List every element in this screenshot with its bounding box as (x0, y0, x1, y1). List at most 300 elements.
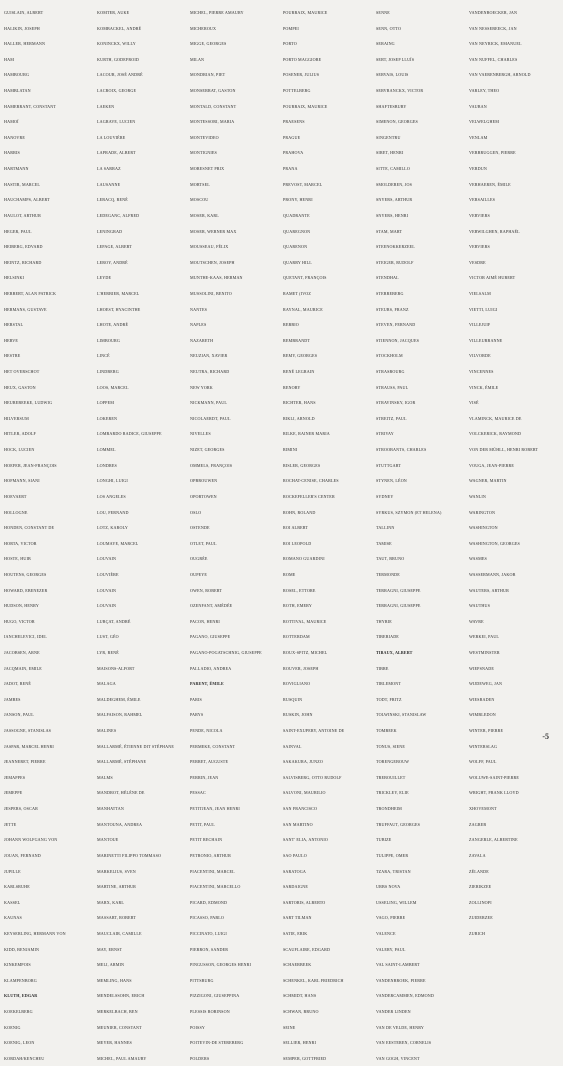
index-entry: MONTEVIDEO (190, 134, 219, 140)
index-entry: TIBERIADE (376, 634, 399, 640)
index-entry: VAUBAN (469, 103, 487, 109)
index-entry: ZAVALA (469, 852, 486, 858)
index-entry: LEBACQ, RENÉ (97, 197, 128, 203)
index-entry: VERHAEREN, ÉMILE (469, 181, 511, 187)
index-entry: VINCENNES (469, 369, 494, 375)
index-entry: VAN GOGH, VINCENT (376, 1055, 420, 1061)
index-entry: HAMBOURG (4, 72, 30, 78)
index-entry: LAPRADE, ALBERT (97, 150, 136, 156)
index-entry: HEINTZ, RICHARD (4, 259, 42, 265)
index-entry: VANDER LINDEN (376, 1009, 411, 1014)
index-entry: KASSEL (4, 899, 21, 905)
index-entry: VERSAILLES (469, 197, 496, 203)
index-entry: PRONY, HENRI (283, 197, 313, 203)
index-entry: VILLEJUIF (469, 322, 491, 328)
index-entry: KINKEMPOIS (4, 962, 31, 968)
index-entry: POSENER, JULIUS (283, 72, 320, 78)
index-entry: MARINETTI FILIPPO TOMMASO (97, 852, 162, 858)
index-entry: HERBERT, ALAN PATRICK (4, 290, 57, 296)
index-entry: ROMANO GUARDINI (283, 556, 325, 562)
index-entry: WAUTERS, ARTHUR (469, 587, 509, 593)
index-entry: LHOEST, HYACINTHE (97, 306, 141, 312)
index-entry: TERRAGNI, GIUSEPPE (376, 587, 421, 593)
index-entry: PLESSIS ROBINSON (190, 1009, 230, 1014)
index-entry: SERVRANCKX, VICTOR (376, 88, 424, 94)
index-entry: TRICKLEY, ELIE (376, 790, 409, 796)
index-entry: MERKELBACH, BEN (97, 1009, 138, 1014)
index-entry: KLAMPENBORG (4, 977, 37, 983)
index-entry: L'HERBIER, MARCEL (97, 290, 140, 296)
index-entry: HET OVERSCHOT (4, 369, 40, 375)
index-grid (4, 5, 560, 1066)
index-entry: MOSER, WERNER MAX (190, 228, 237, 234)
index-entry: TAMISE (376, 540, 392, 546)
index-entry: PRAESENS (283, 119, 305, 125)
index-entry: TOMBEEK (376, 728, 397, 734)
index-entry: LOU, FERNAND (97, 509, 129, 515)
index-entry: MALLARMÉ, STÉPHANE (97, 759, 147, 765)
index-entry: PAGANO, GIUSEPPE (190, 634, 231, 640)
index-entry: OZENFANT, AMÉDÉE (190, 603, 233, 609)
index-entry: PARENT, ÉMILE (190, 681, 224, 687)
index-entry: RENÉ LEGRAIN (283, 369, 315, 375)
index-entry: JAMBES (4, 696, 21, 702)
index-entry: XHOVEMONT (469, 806, 497, 812)
index-entry: VAN NESSEBEECK, JAN (469, 25, 517, 31)
index-entry: VAGO, PIERRE (376, 915, 406, 921)
index-entry: SMOLDEREN, JOS (376, 181, 412, 187)
index-entry: PICASSO, PABLO (190, 915, 225, 921)
index-entry: WANLIN (469, 493, 487, 499)
index-entry: HARRIS (4, 150, 20, 156)
index-entry: VERDUN (469, 166, 487, 172)
index-entry: POITEVIN-DE STEREBERG (190, 1040, 244, 1046)
index-entry: LAEKEN (97, 103, 115, 109)
index-entry: VIETTI, LUIGI (469, 306, 498, 312)
index-entry: OMMELS, FRANÇOIS (190, 462, 233, 468)
index-column-3 (190, 5, 281, 1066)
index-entry: NIVELLES (190, 431, 211, 437)
index-entry: QUARENON (283, 244, 308, 250)
index-entry: MOUSSEAU, FÉLIX (190, 244, 229, 250)
index-entry: REMBRANDT (283, 337, 311, 343)
index-entry: HANOVRE (4, 134, 26, 140)
index-entry: SINGENTRU (376, 134, 401, 140)
index-entry: PARYS (190, 712, 204, 718)
index-entry: ROUX-SPITZ, MICHEL (283, 649, 328, 655)
index-entry: RUSKIN, JOHN (283, 712, 313, 718)
index-entry: MORESNET PRIX (190, 166, 225, 172)
index-entry: SALVISBERG, OTTO RUDOLF (283, 774, 342, 780)
index-entry: SYDNEY (376, 493, 394, 499)
index-entry: PACON, HENRI (190, 618, 220, 624)
index-entry: ROCHAT-CENISE, CHARLES (283, 478, 339, 484)
index-entry: SAN FRANCISCO (283, 806, 318, 812)
index-entry: THYRIE (376, 618, 392, 624)
index-entry: JOHANN WOLFGANG VON (4, 837, 58, 843)
index-entry: VESDRE (469, 259, 486, 265)
index-entry: HITLER, ADOLF (4, 431, 36, 437)
index-entry: MALINES (97, 728, 117, 734)
index-entry: LACOUR, JOSÉ ANDRÉ (97, 72, 143, 78)
index-entry: JASPAR, MARCEL HENRI (4, 743, 54, 749)
index-entry: JANSON, PAUL (4, 712, 34, 718)
index-entry: HONDEN, CONSTANT DE (4, 525, 55, 531)
index-entry: LAUSANNE (97, 181, 121, 187)
index-entry: RUSQUIN (283, 696, 303, 702)
index-entry: JASSOGNE, STANISLAS (4, 728, 52, 734)
index-entry: MONTALD, CONSTANT (190, 103, 237, 109)
index-entry: SERT, JOSEP LLUÍS (376, 56, 415, 62)
index-entry: QUAREGNON (283, 228, 311, 234)
index-entry: MIGGE, GEORGES (190, 41, 227, 47)
index-entry: LOUVAIN (97, 603, 117, 609)
index-entry: PRANA (283, 166, 298, 172)
index-entry: LAGRAVE, LUCIEN (97, 119, 136, 125)
index-entry: HASTIR, MARCEL (4, 181, 40, 187)
index-entry: LIMBOURG (97, 337, 121, 343)
index-entry: TAUT, BRUNO (376, 556, 405, 562)
index-entry: ROME (283, 571, 296, 577)
index-entry: PREVOST, MARCEL (283, 181, 323, 187)
index-entry: REBBIO (283, 322, 299, 328)
index-entry: MICHEROUX (190, 25, 217, 31)
index-entry: STRAVINSKY, IGOR (376, 400, 416, 406)
index-entry: USSELING, WILLEM (376, 899, 417, 905)
index-entry: RENORY (283, 384, 301, 390)
index-entry: SNYERS, ARTHUR (376, 197, 413, 203)
index-entry: SAO PAULO (283, 852, 307, 858)
index-entry: LONGHI, LUIGI (97, 478, 128, 484)
index-entry: LHOTE, ANDRÉ (97, 322, 129, 328)
index-entry: SALVONI, MAURILIO (283, 790, 326, 796)
index-entry: TODT, FRITZ (376, 696, 402, 702)
index-entry: OTLET, PAUL (190, 540, 217, 546)
index-entry: ROTTIVAL, MAURICE (283, 618, 327, 624)
index-entry: PRAGUE (283, 134, 301, 140)
index-entry: WASHINGTON, GEORGES (469, 540, 520, 546)
index-entry: HERMANS, GUSTAVE (4, 306, 47, 312)
index-entry: LOS ANGELES (97, 493, 126, 499)
index-entry: HUDSON, HENRY (4, 603, 39, 609)
page-number: -5 (542, 732, 549, 741)
index-entry: VARLEY, THEO (469, 88, 500, 94)
index-entry: ZANGERLE, ALBERTINE (469, 837, 518, 843)
index-entry: VAN NEYRICK, EMANUEL (469, 41, 522, 47)
index-entry: JETTE (4, 821, 17, 827)
index-entry: PETITJEAN, JEAN HENRI (190, 806, 240, 812)
index-entry: LOUMAYE, MARCEL (97, 540, 139, 546)
index-entry: WIEPSNADE (469, 665, 495, 671)
index-entry: NICOLAERDT, PAUL (190, 415, 231, 421)
index-entry: MARKELIUS, SVEN (97, 868, 136, 874)
index-entry: VIELSALM (469, 290, 491, 296)
index-entry: RILKE, RAINER MARIA (283, 431, 330, 437)
index-entry: LOUVIÈRE (97, 571, 119, 577)
index-entry: SERAING (376, 41, 395, 47)
index-entry: LA SARRAZ (97, 166, 121, 172)
index-entry: VICTOR AIMÉ HUBERT (469, 275, 516, 281)
index-entry: ZOLLINOPI (469, 899, 492, 905)
index-entry: SARDAIGNE (283, 884, 309, 890)
index-entry: TONUS, SIENE (376, 743, 406, 749)
index-entry: WOLFF, PAUL (469, 759, 497, 765)
index-entry: OUGRÉE (190, 556, 208, 562)
index-entry: KURTH, GODEFROID (97, 56, 139, 62)
index-entry: MONTIGNIES (190, 150, 217, 156)
index-entry: MEYER, HANNES (97, 1040, 132, 1046)
index-entry: VERVIERS (469, 212, 490, 218)
index-entry: TZARA, TRISTAN (376, 868, 411, 874)
index-entry: SHAFTESBURY (376, 103, 407, 109)
index-entry: WINTER, PIERRE (469, 728, 504, 734)
index-entry: LINCÉ (97, 353, 110, 359)
index-entry: VANDENBOECKER, JAN (469, 10, 518, 15)
index-entry: MALAGA (97, 681, 116, 687)
index-entry: LOOS, MARCEL (97, 384, 129, 390)
index-column-4 (283, 5, 374, 1066)
index-entry: RIKLI, ARNOLD (283, 415, 315, 421)
index-entry: POLDERS (190, 1055, 210, 1061)
index-entry: HOWARD, EBENEZER (4, 587, 48, 593)
index-entry: OSLO (190, 509, 202, 515)
index-entry: PETRONIO, ARTHUR (190, 852, 232, 858)
index-entry: ROTH, EMERY (283, 603, 312, 609)
index-entry: MORTSEL (190, 181, 210, 187)
index-entry: SCHENKEL, KARL FRIEDRICH (283, 977, 344, 983)
index-entry: LOMMEL (97, 447, 116, 453)
index-entry: HAMERRANT, CONSTANT (4, 103, 57, 109)
index-entry: WARINGTON (469, 509, 496, 515)
index-entry: LEROY, ANDRÉ (97, 259, 128, 265)
index-entry: QUARRY HILL (283, 259, 312, 265)
index-entry: MENDELSSOHN, ERICH (97, 993, 145, 999)
index-entry: ZÉLANDE (469, 868, 489, 874)
index-entry: TOLWINSKI, STANISLAW (376, 712, 427, 718)
index-entry: SAN MARTINO (283, 821, 313, 827)
index-entry: KOENIG, LEON (4, 1040, 35, 1046)
index-entry: KIDD, BENJAMIN (4, 946, 40, 952)
index-column-5 (376, 5, 467, 1066)
index-entry: NAZARETH (190, 337, 214, 343)
index-entry: QUETANT, FRANÇOIS (283, 275, 327, 281)
index-entry: SIMENON, GEORGES (376, 119, 418, 125)
index-entry: PALLADIO, ANDREA (190, 665, 232, 671)
index-entry: HOLLOGNE (4, 509, 28, 515)
index-entry: WIESBADEN (469, 696, 495, 702)
index-entry: RISLER, GEORGES (283, 462, 321, 468)
index-entry: NEUTRA, RICHARD (190, 369, 230, 375)
index-entry: SERVAIS, LOUIS (376, 72, 409, 78)
index-entry: NIZET, GEORGES (190, 447, 225, 453)
index-entry: WOLUWE-SAINT-PIERRE (469, 774, 519, 780)
index-entry: MANTOUNA, ANDREA (97, 821, 143, 827)
index-entry: RIMINI (283, 447, 298, 453)
index-entry: LOKEREN (97, 415, 118, 421)
index-entry: MONDRIAN, PIET (190, 72, 226, 78)
index-entry: PIACENTINI, MARCELLO (190, 884, 241, 890)
index-entry: NICKMANN, PAUL (190, 400, 227, 406)
index-entry: ZUIDERZEE (469, 915, 493, 921)
index-entry: HELSINKI (4, 275, 25, 281)
index-entry: MOSER, KARL (190, 212, 219, 218)
index-entry: WASHINGTON (469, 525, 498, 531)
index-entry: HORTA, VICTOR (4, 540, 37, 546)
index-entry: PORTO (283, 41, 297, 47)
index-entry: MARTINE, ARTHUR (97, 884, 137, 890)
index-entry: TIRLEMONT (376, 681, 401, 687)
index-entry: ROSEL, ETTORE (283, 587, 316, 593)
index-entry: VOUGA, JEAN-PIERRE (469, 462, 515, 468)
index-entry: LOMBARDO RADICE, GIUSEPPE (97, 431, 162, 437)
index-entry: POURBAIX, MAURICE (283, 10, 328, 15)
index-entry: ROI LEOPOLD (283, 540, 312, 546)
index-entry: WAUTHUS (469, 603, 491, 609)
index-entry: SEINE (283, 1024, 296, 1030)
index-entry: VINCK, ÉMILE (469, 384, 499, 390)
index-column-1 (4, 5, 95, 1066)
index-entry: LOUVAIN (97, 556, 117, 562)
index-entry: TALLINN (376, 525, 395, 531)
index-entry: HEIBERG, EDVARD (4, 244, 43, 250)
index-entry: VOLCKERICK, RAYMOND (469, 431, 522, 437)
index-entry: MAUCLAIR, CAMILLE (97, 930, 142, 936)
index-entry: WASMES (469, 556, 487, 562)
index-entry: WIJDEWEG, JAN (469, 681, 503, 687)
index-entry: WAVRE (469, 618, 484, 624)
index-entry: STOCKHOLM (376, 353, 403, 359)
index-entry: ZAGREB (469, 821, 487, 827)
index-entry: JACOBSEN, ARNE (4, 649, 40, 655)
index-entry: HARTMANN (4, 166, 29, 172)
index-entry: PICCINATO, LUIGI (190, 930, 227, 936)
index-entry: HAMOÏ (4, 119, 19, 125)
index-entry: SCHAERBEEK (283, 962, 312, 968)
index-entry: LEYDE (97, 275, 112, 281)
index-entry: PERRET, AUGUSTE (190, 759, 229, 765)
index-entry: WAGNER, MARTIN (469, 478, 507, 484)
index-entry: TIBRE (376, 665, 389, 671)
index-entry: IANCHELEVICI, IDEL (4, 634, 47, 640)
index-entry: STEENOKKERZEEL (376, 244, 415, 250)
index-entry: SENNE (376, 10, 390, 15)
index-entry: HEUREBEEKE, LUDWIG (4, 400, 53, 406)
index-entry: HAULOT, ARTHUR (4, 212, 42, 218)
index-entry: GUISLAIN, ALBERT (4, 10, 44, 15)
index-entry: TIBAUX, ALBERT (376, 649, 413, 655)
index-entry: URBS NOVA (376, 884, 401, 890)
index-entry: VON DER MÜHLL, HENRI ROBERT (469, 447, 539, 453)
index-entry: MANHATTAN (97, 806, 124, 812)
index-entry: SNYERS, HENRI (376, 212, 409, 218)
index-entry: PENDE, NICOLA (190, 728, 223, 734)
index-entry: KOEKELBERG (4, 1009, 33, 1014)
index-entry: STERREBERG (376, 290, 404, 296)
index-entry: MANTOUE (97, 837, 119, 843)
index-entry: NEW YORK (190, 384, 213, 390)
index-entry: PIZZIGONI, GIUSEPPINA (190, 993, 240, 999)
index-entry: HEGER, PAUL (4, 228, 32, 234)
index-column-2 (97, 5, 188, 1066)
index-entry: SART TILMAN (283, 915, 312, 921)
index-entry: MASSART, ROBERT (97, 915, 136, 921)
index-entry: HALLER, HERMANN (4, 41, 46, 47)
index-entry: QUADRANTE (283, 212, 310, 218)
index-entry: VILLEURBANNE (469, 337, 503, 343)
index-entry: HOSTE, HUIB (4, 556, 31, 562)
index-entry: LONDRES (97, 462, 117, 468)
index-entry: STEURS, FRANZ (376, 306, 409, 312)
index-entry: MONSERRAT, GASTON (190, 88, 236, 94)
index-entry: PIERRON, SANDER (190, 946, 229, 952)
index-entry: ROCKEFELLER'S CENTER (283, 493, 335, 499)
index-entry: PINGUSSON, GEORGES HENRI (190, 962, 252, 968)
index-entry: KORDAH/KENCHEU (4, 1055, 45, 1061)
index-entry: VAN NUFFEL, CHARLES (469, 56, 518, 62)
index-entry: MAY, ERNST (97, 946, 123, 952)
index-entry: WRIGHT, FRANK LLOYD (469, 790, 519, 796)
index-entry: VERWILGHEN, RAPHAËL (469, 228, 520, 234)
index-entry: LACROIX, GEORGE (97, 88, 137, 94)
index-entry: WINTERSLAG (469, 743, 498, 749)
index-entry: HALIKIN, JOSEPH (4, 25, 40, 31)
index-entry: SANT' ELIA, ANTONIO (283, 837, 329, 843)
index-entry: HOCK, LUCIEN (4, 447, 35, 453)
index-entry: HOEFER, JEAN-FRANÇOIS (4, 462, 57, 468)
index-entry: HERSTAL (4, 322, 24, 328)
index-entry: SELLIER, HENRI (283, 1040, 317, 1046)
index-entry: TERRAGNI, GIUSEPPE (376, 603, 421, 609)
index-entry: MICHEL, PAUL AMAURY (97, 1055, 147, 1061)
index-entry: REMY, GEORGES (283, 353, 318, 359)
index-entry: POURBAIX, MAURICE (283, 103, 328, 109)
index-entry: HESTRE (4, 353, 21, 359)
index-entry: LA LOUVIÈRE (97, 134, 126, 140)
index-entry: JEMAPPES (4, 774, 26, 780)
index-entry: HAM (4, 56, 15, 62)
index-entry: MOSCOU (190, 197, 209, 203)
index-entry: STEIGER, RUDOLF (376, 259, 414, 265)
index-entry: MEMLING, HANS (97, 977, 132, 983)
index-entry: SATIE, ERIK (283, 930, 308, 936)
index-entry: HILVERSUM (4, 415, 29, 421)
index-entry: ZIERIKZEE (469, 884, 492, 890)
index-entry: PERRIN, JEAN (190, 774, 219, 780)
index-entry: LEDEGANC, ALFRED (97, 212, 140, 218)
index-entry: HAUCHAMPS, ALBERT (4, 197, 50, 203)
index-entry: MAISONS-ALFORT (97, 665, 135, 671)
index-entry: KOMBACKEL, ANDRÉ (97, 25, 142, 31)
index-entry: KARLSRUHE (4, 884, 30, 890)
index-entry: STAM, MART (376, 228, 403, 234)
index-entry: SCAUFLAIRE, EDGARD (283, 946, 331, 952)
index-entry: KOMTER, AUKE (97, 10, 130, 15)
index-entry: SAINT-EXUPERY, ANTOINE DE (283, 728, 345, 734)
index-entry: SEMPER, GOTTFRIED (283, 1055, 327, 1061)
index-entry: LOTZ, KAROLY (97, 525, 128, 531)
index-entry: HOFMANN, SIANI (4, 478, 40, 484)
index-entry: VILVORDE (469, 353, 491, 359)
index-entry: HERVE (4, 337, 19, 343)
index-entry: MARX, KARL (97, 899, 124, 905)
index-entry: JACQMAIN, EMILE (4, 665, 42, 671)
index-entry: PRAHOVA (283, 150, 304, 156)
index-entry: WIMBLEDON (469, 712, 496, 718)
index-entry: TRUFFAUT, GEORGES (376, 821, 421, 827)
index-entry: JEANNERET, PIERRE (4, 759, 46, 765)
index-entry: NANTES (190, 306, 208, 312)
index-entry: RAMET (IVOZ (283, 290, 312, 296)
